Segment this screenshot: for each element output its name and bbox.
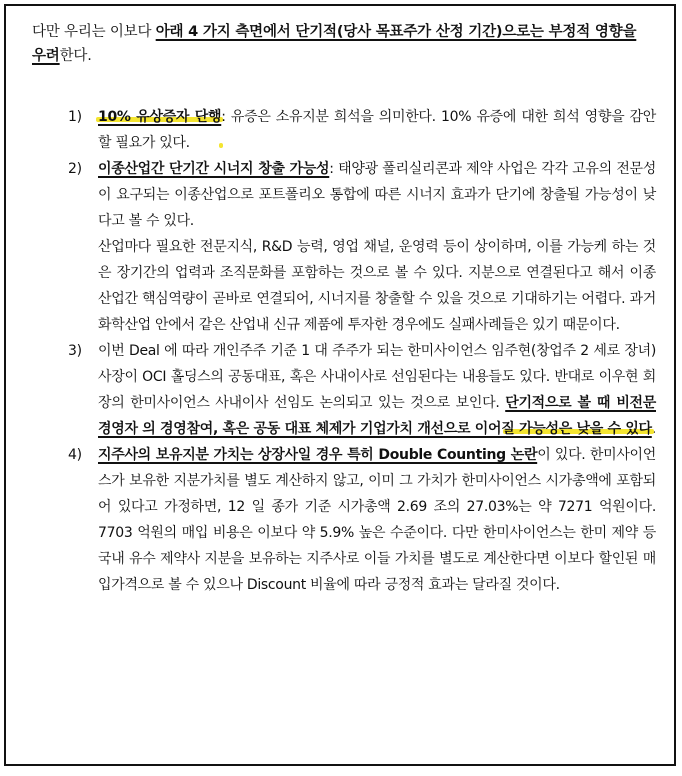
item-body [98, 338, 656, 442]
item-body [98, 442, 656, 598]
item-number: 4) [68, 447, 82, 463]
list-item [6, 338, 678, 442]
item-number: 2) [68, 161, 82, 177]
intro-bold-statement: 아래 4 가지 측면에서 단기적(당사 목표주가 산정 기간)으로는 부정적 영향을 우려 [32, 24, 637, 64]
item-heading: 10% 유상증자 단행 [98, 109, 222, 125]
item-paragraph-2: 산업마다 필요한 전문지식, R&D 능력, 영업 채널, 운영력 등이 상이하며, 이를 가능케 하는 것은 장기간의 업력과 조직문화를 포함하는 것으로 볼 수 있다. 지분으로 연결된다고 해서 이종 산업간 핵심역량이 곧바로 연결되어, 시너지를 창출할 수 있을 것으로 기대하기는 어렵다. 과거 화학산업 안에서 같은 산업내 신규 제품에 투자한 경우에도 실패사례들은 있기 때문이다. [98, 239, 656, 333]
item-body [98, 156, 656, 234]
item-number: 3) [68, 343, 82, 359]
item-text: 이번 Deal 에 따라 개인주주 기준 1 대 주주가 되는 한미사이언스 임주현(창업주 2 세로 장녀) 사장이 OCI 홀딩스의 공동대표, 혹은 사내이사로 선임된다는 내용들도 있다. 반대로 이우현 회장의 한미사이언스 사내이사 선임도 논의되고 있는 것으로 보인다. [98, 343, 656, 411]
document-page [4, 4, 676, 766]
numbered-list [6, 104, 678, 598]
intro-text: 다만 우리는 이보다 [32, 24, 156, 40]
list-item [6, 156, 678, 338]
item-heading: 지주사의 보유지분 가치는 상장사일 경우 특히 Double Counting 논란 [98, 447, 538, 463]
item-text: : 유증은 소유지분 희석을 의미한다. 10% 유증에 대한 희석 영향을 감안할 필요가 있다. [98, 109, 656, 151]
item-heading: 단기적으로 볼 때 비전문 경영자 의 경영참여, 혹은 공동 대표 체제가 기업가치 개선으로 이어질 가능성은 낮을 수 있다 [98, 395, 656, 437]
item-number: 1) [68, 109, 82, 125]
list-item [6, 104, 678, 156]
item-heading: 이종산업간 단기간 시너지 창출 가능성 [98, 161, 330, 177]
item-text-end: . [651, 421, 656, 437]
item-body [98, 104, 656, 156]
item-text: : 태양광 폴리실리콘과 제약 사업은 각각 고유의 전문성이 요구되는 이종산업으로 포트폴리오 통합에 따른 시너지 효과가 단기에 창출될 가능성이 낮다고 볼 수 있다. [98, 161, 656, 229]
item-text: 이 있다. 한미사이언스가 보유한 지분가치를 별도 계산하지 않고, 이미 그 가치가 한미사이언스 시가총액에 포함되어 있다고 가정하면, 12 일 종가 기준 시가총액 2.69 조의 27.03%는 약 7271 억원이다. 7703 억원의 매입 비용은 이보다 약 5.9% 높은 수준이다. 다만 한미사이언스는 한미 제약 등 국내 유수 제약사 지분을 보유하는 지주사로 이들 가치를 별도로 계산한다면 이보다 할인된 매입가격으로 볼 수 있으나 Discount 비율에 따라 긍정적 효과는 달라질 것이다. [98, 447, 656, 593]
intro-text-end: 한다. [59, 48, 92, 64]
list-item [6, 442, 678, 598]
intro-paragraph [32, 20, 652, 68]
